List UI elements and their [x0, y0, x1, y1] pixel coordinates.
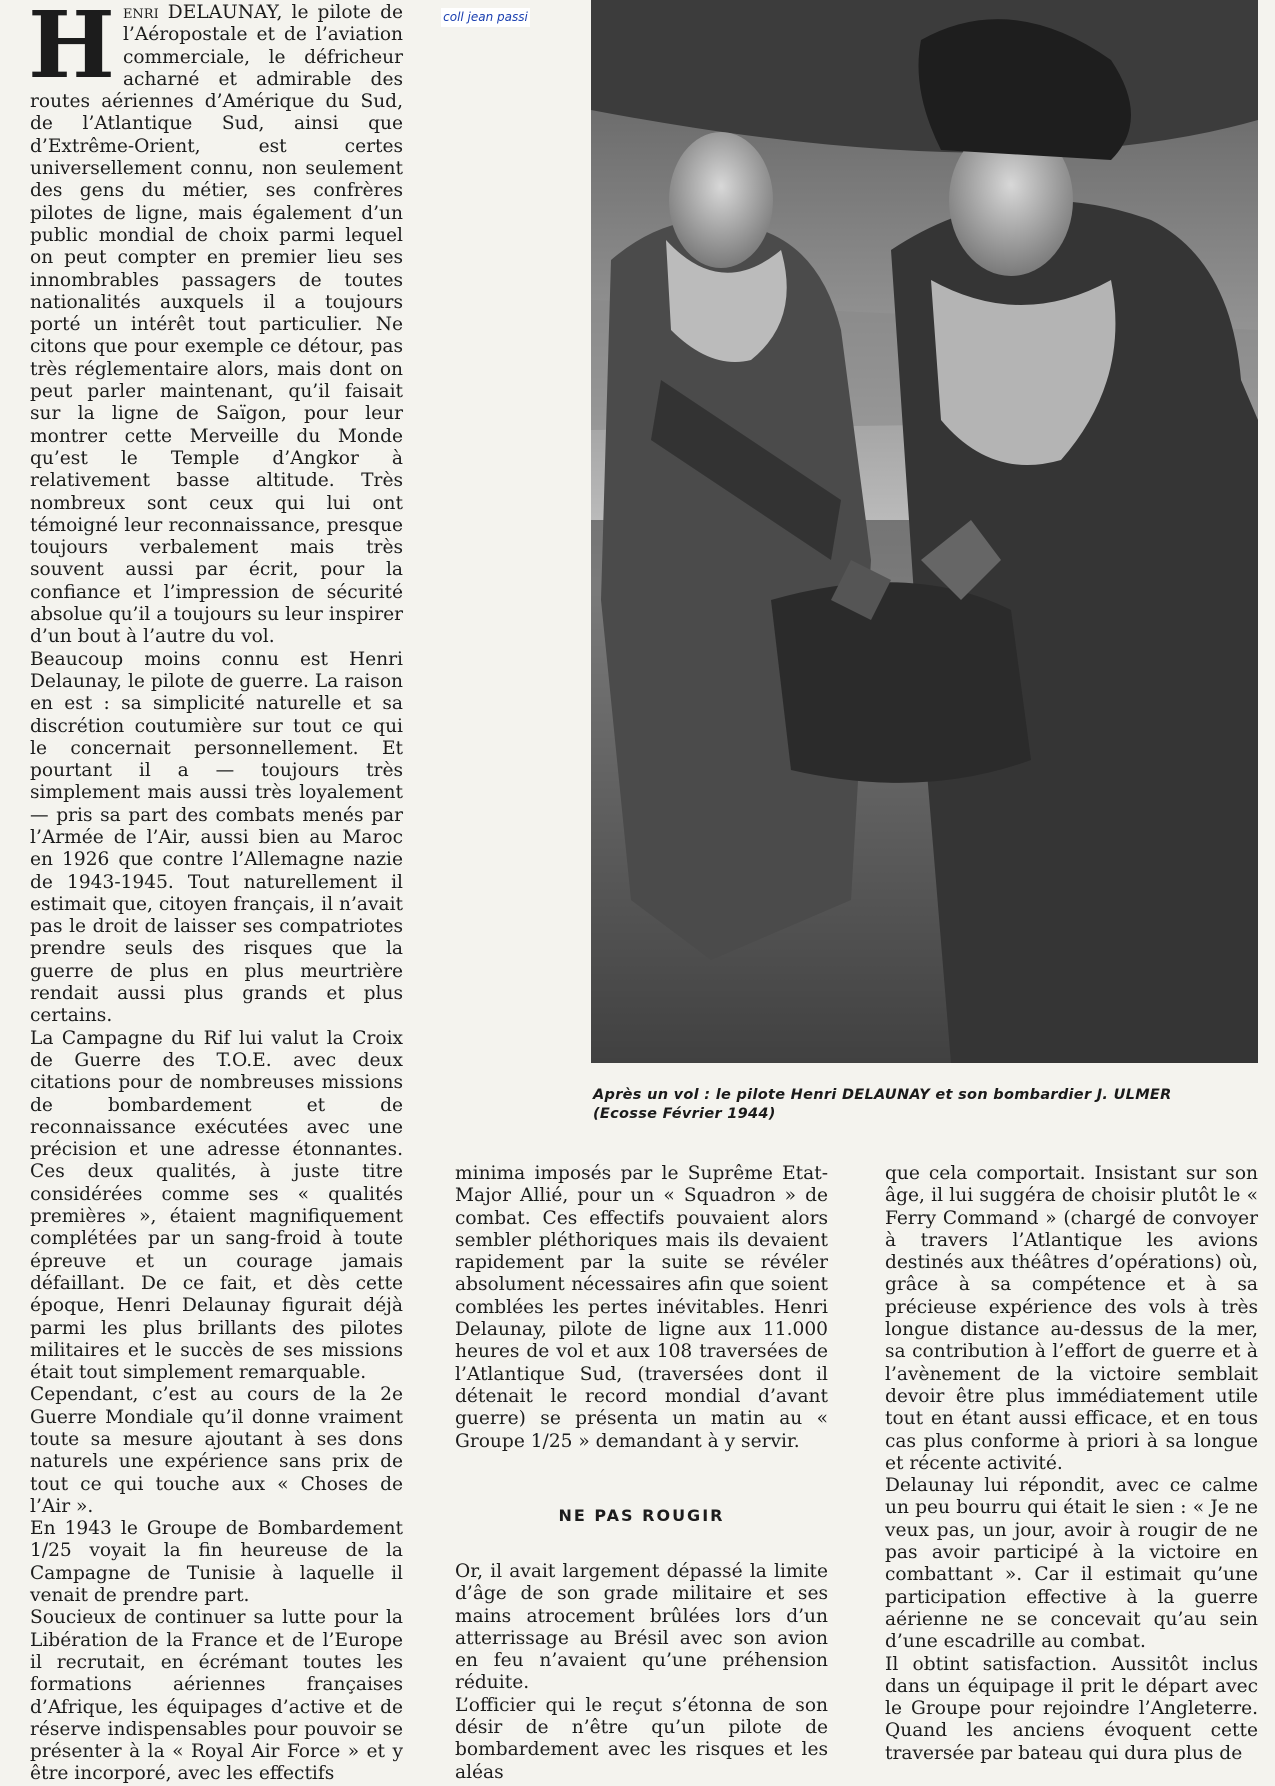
lead-paragraph	[30, 2, 403, 649]
drop-cap: H	[28, 0, 115, 99]
caption-line-2: (Ecosse Février 1944)	[593, 1106, 776, 1122]
paragraph: minima imposés par le Suprême Etat-Major Allié, pour un « Squadron » de combat. Ces effectifs pouvaient alors sembler pléthoriques mais ils devaient rapidement par la suite se révéler absolument nécessaires afin que soient comblées les pertes inévitables. Henri Delaunay, pilote de ligne aux 11.000 heures de vol et aux 108 traversées de l’Atlantique Sud, (traversées dont il détenait le record mondial d’avant guerre) se présenta un matin au « Groupe 1/25 » demandant à y servir.	[455, 1163, 828, 1452]
section-subheading: NE PAS ROUGIR	[558, 1506, 725, 1525]
article-photo	[591, 0, 1258, 1063]
paragraph: Soucieux de continuer sa lutte pour la Libération de la France et de l’Europe il recrutait, en écrémant toutes les formations aériennes françaises d’Afrique, les équipages d’active et de réserve indispensables pour pouvoir se présenter à la « Royal Air Force » et y être incorporé, avec les effectifs	[30, 1607, 403, 1785]
paragraph: que cela comportait. Insistant sur son âge, il lui suggéra de choisir plutôt le « Ferry Command » (chargé de convoyer à travers l’Atlantique les avions destinés aux théâtres d’opérations) où, grâce à sa compétence et à sa précieuse expérience des vols à très longue distance au-dessus de la mer, sa contribution à l’effort de guerre et à l’avènement de la victoire semblait devoir être plus immédiatement utile tout en étant aussi efficace, et en tous cas plus conforme à priori à sa longue et récente activité.	[885, 1163, 1258, 1474]
watermark-stamp: coll jean passi	[441, 8, 530, 27]
paragraph: La Campagne du Rif lui valut la Croix de Guerre des T.O.E. avec deux citations pour de nombreuses missions de bombardement et de reconnaissance exécutées avec une précision et une adresse étonnantes. Ces deux qualités, à juste titre considérées comme ses « qualités premières », étaient magnifiquement complétées par un sang-froid à toute épreuve et un courage jamais défaillant. De ce fait, et dès cette époque, Henri Delaunay figurait déjà parmi les plus brillants des pilotes militaires et le succès de ses missions était tout simplement remarquable.	[30, 1027, 403, 1384]
paragraph: En 1943 le Groupe de Bombardement 1/25 voyait la fin heureuse de la Campagne de Tunisie à laquelle il venait de prendre part.	[30, 1518, 403, 1607]
article-column-middle-continued	[455, 1561, 828, 1784]
paragraph: Beaucoup moins connu est Henri Delaunay, le pilote de guerre. La raison en est : sa simplicité naturelle et sa discrétion coutumière sur tout ce qui le concernait personnellement. Et pourtant il a — toujours très simplement mais aussi très loyalement — pris sa part des combats menés par l’Armée de l’Air, aussi bien au Maroc en 1926 que contre l’Allemagne nazie de 1943-1945. Tout naturellement il estimait que, citoyen français, il n’avait pas le droit de laisser ses compatriotes prendre seuls des risques que la guerre de plus en plus meurtrière rendait aussi plus grands et plus certains.	[30, 648, 403, 1027]
lead-text: DELAUNAY, le pilote de l’Aéropostale et de l’aviation commerciale, le défricheur acharné et admirable des routes aériennes d’Amérique du Sud, de l’Atlantique Sud, ainsi que d’Extrême-Orient, est certes universellement connu, non seulement des gens du métier, ses confrères pilotes de ligne, mais également d’un public mondial de choix parmi lequel on peut compter en premier lieu ses innombrables passagers de toutes nationalités auxquels il a toujours porté un intérêt tout particulier. Ne citons que pour exemple ce détour, pas très réglementaire alors, mais dont on peut parler maintenant, qu’il faisait sur la ligne de Saïgon, pour leur montrer cette Merveille du Monde qu’est le Temple d’Angkor à relativement basse altitude. Très nombreux sont ceux qui lui ont témoigné leur reconnaissance, presque toujours verbalement mais très souvent aussi par écrit, pour la confiance et l’impression de sécurité absolue qu’il a toujours su leur inspirer d’un bout à l’autre du vol.	[30, 2, 403, 648]
photo-caption	[593, 1086, 1263, 1124]
caption-line-1: Après un vol : le pilote Henri DELAUNAY et son bombardier J. ULMER	[593, 1087, 1172, 1103]
article-column-right	[885, 1163, 1258, 1765]
lead-first-word-rest: enri	[122, 2, 159, 23]
article-column-left	[30, 2, 403, 1786]
paragraph: Or, il avait largement dépassé la limite d’âge de son grade militaire et ses mains atrocement brûlées lors d’un atterrissage au Brésil avec son avion en feu n’avaient qu’une préhension réduite.	[455, 1561, 828, 1694]
paragraph: Cependant, c’est au cours de la 2e Guerre Mondiale qu’il donne vraiment toute sa mesure ajoutant à ses dons naturels une expérience sans prix de tout ce qui touche aux « Choses de l’Air ».	[30, 1384, 403, 1517]
paragraph: L’officier qui le reçut s’étonna de son désir de n’être qu’un pilote de bombardement avec les risques et les aléas	[455, 1694, 828, 1783]
article-column-middle	[455, 1163, 828, 1453]
paragraph: Delaunay lui répondit, avec ce calme un peu bourru qui était le sien : « Je ne veux pas, un jour, avoir à rougir de ne pas avoir participé à la victoire en combattant ». Car il estimait qu’une participation effective à la guerre aérienne ne se concevait qu’au sein d’une escadrille au combat.	[885, 1475, 1258, 1653]
photo-illustration	[591, 0, 1258, 1063]
paragraph: Il obtint satisfaction. Aussitôt inclus dans un équipage il prit le départ avec le Groupe pour rejoindre l’Angleterre. Quand les anciens évoquent cette traversée par bateau qui dura plus de	[885, 1653, 1258, 1764]
